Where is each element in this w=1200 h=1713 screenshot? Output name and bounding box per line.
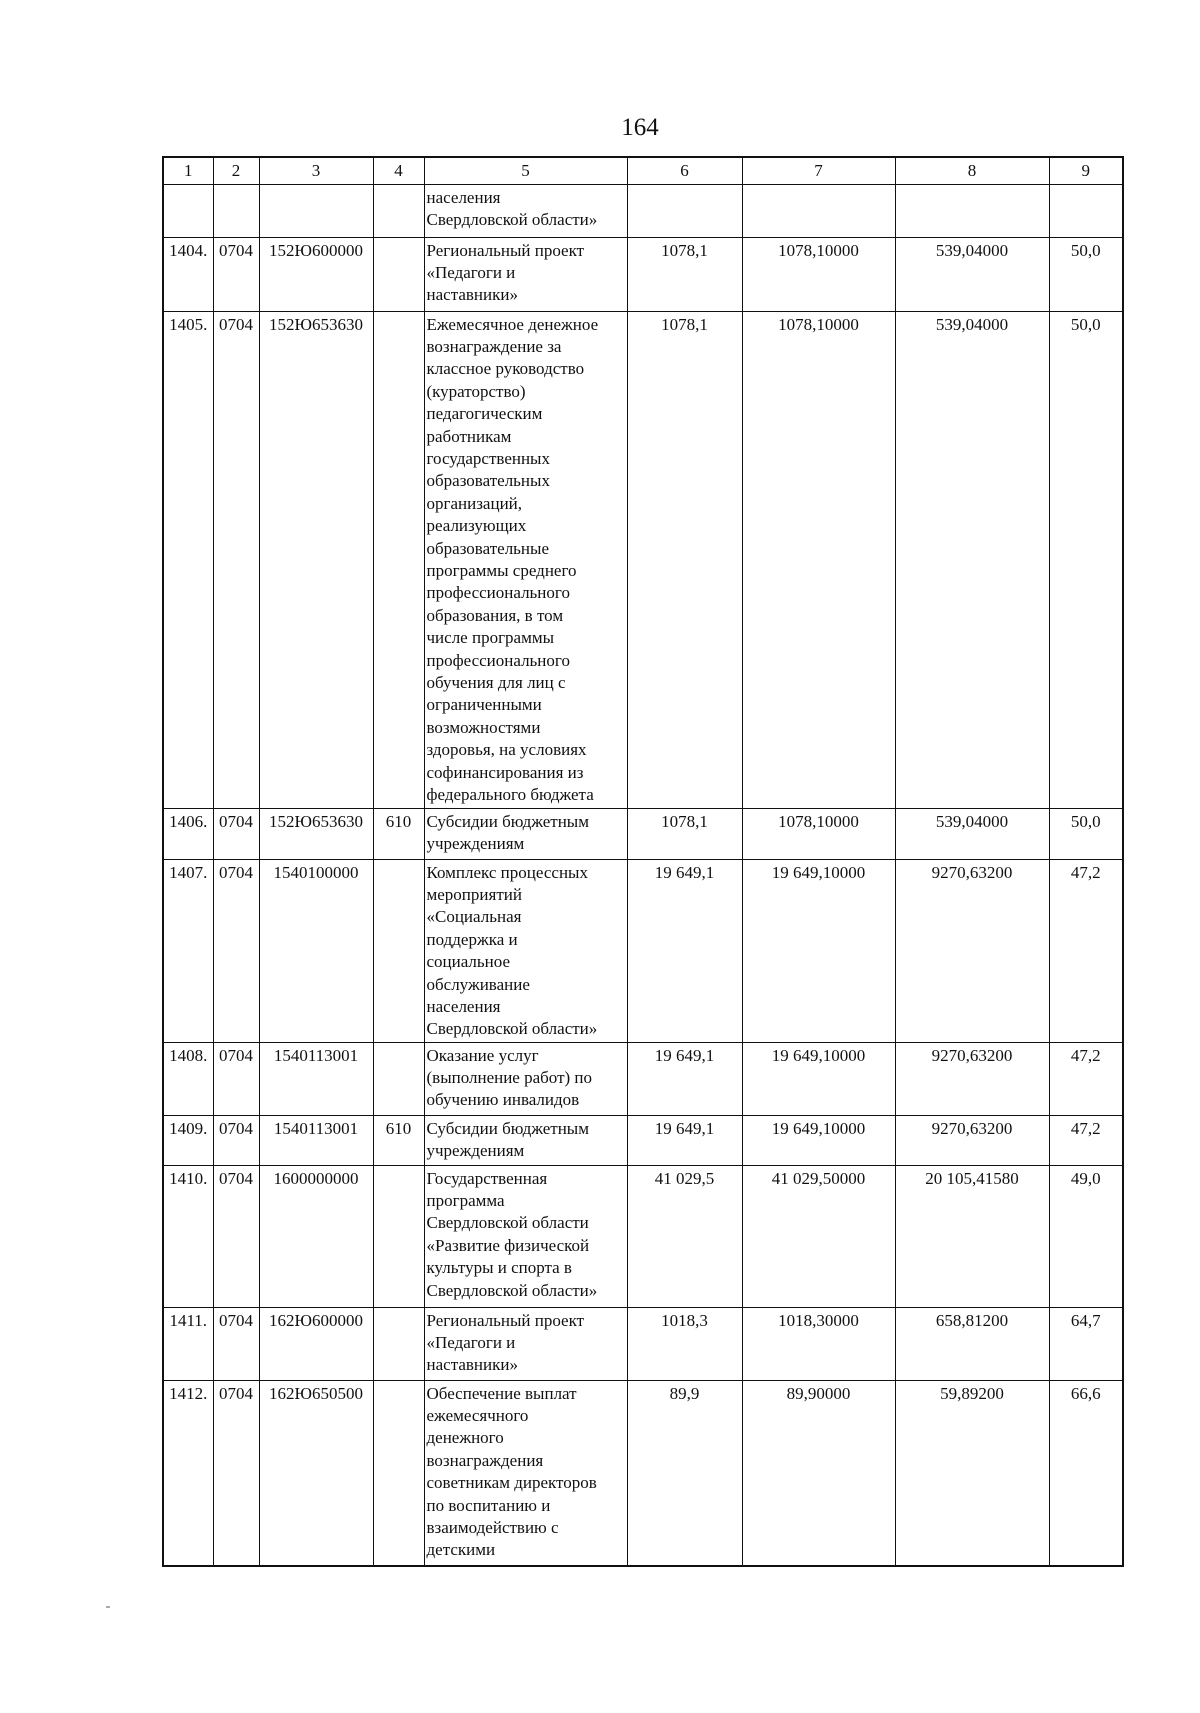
row-number-cell: 1409. xyxy=(163,1115,213,1165)
description-cell: Субсидии бюджетным учреждениям xyxy=(424,808,627,859)
target-code-cell: 152Ю600000 xyxy=(259,237,373,311)
description-cell: населения Свердловской области» xyxy=(424,184,627,237)
description-cell: Комплекс процессных мероприятий «Социальная поддержка и социальное обслуживание населения Свердловской области» xyxy=(424,859,627,1042)
section-code-cell: 0704 xyxy=(213,311,259,808)
value-7-cell: 1018,30000 xyxy=(742,1307,895,1380)
target-code-cell: 1600000000 xyxy=(259,1165,373,1307)
section-code-cell: 0704 xyxy=(213,859,259,1042)
row-number-cell xyxy=(163,184,213,237)
description-cell: Ежемесячное денежное вознаграждение за классное руководство (кураторство) педагогическим работникам государственных образовательных организаций, реализующих образовательные программы среднего профессионального образования, в том числе программы профессионального обучения для лиц с ограниченными возможностями здоровья, на условиях софинансирования из федерального бюджета xyxy=(424,311,627,808)
percent-cell: 49,0 xyxy=(1049,1165,1123,1307)
table-row xyxy=(163,1380,1123,1566)
value-7-cell xyxy=(742,184,895,237)
header-cell: 4 xyxy=(373,157,424,184)
value-6-cell: 19 649,1 xyxy=(627,1042,742,1115)
expense-type-cell xyxy=(373,311,424,808)
table-row xyxy=(163,808,1123,859)
row-number-cell: 1412. xyxy=(163,1380,213,1566)
row-number-cell: 1411. xyxy=(163,1307,213,1380)
value-8-cell: 539,04000 xyxy=(895,237,1049,311)
percent-cell: 47,2 xyxy=(1049,1042,1123,1115)
description-cell: Государственная программа Свердловской области «Развитие физической культуры и спорта в Свердловской области» xyxy=(424,1165,627,1307)
scan-speck xyxy=(106,1606,110,1608)
row-number-cell: 1405. xyxy=(163,311,213,808)
expense-type-cell: 610 xyxy=(373,1115,424,1165)
target-code-cell: 1540113001 xyxy=(259,1115,373,1165)
expense-type-cell xyxy=(373,1380,424,1566)
row-number-cell: 1410. xyxy=(163,1165,213,1307)
section-code-cell xyxy=(213,184,259,237)
value-6-cell: 1078,1 xyxy=(627,237,742,311)
value-8-cell: 9270,63200 xyxy=(895,859,1049,1042)
section-code-cell: 0704 xyxy=(213,1307,259,1380)
description-cell: Обеспечение выплат ежемесячного денежного вознаграждения советникам директоров по воспитанию и взаимодействию с детскими xyxy=(424,1380,627,1566)
value-6-cell: 19 649,1 xyxy=(627,859,742,1042)
expense-type-cell xyxy=(373,859,424,1042)
row-number-cell: 1404. xyxy=(163,237,213,311)
header-cell: 9 xyxy=(1049,157,1123,184)
expense-type-cell xyxy=(373,1042,424,1115)
value-7-cell: 19 649,10000 xyxy=(742,859,895,1042)
budget-table xyxy=(162,156,1124,1567)
value-8-cell xyxy=(895,184,1049,237)
section-code-cell: 0704 xyxy=(213,1165,259,1307)
description-cell: Оказание услуг (выполнение работ) по обучению инвалидов xyxy=(424,1042,627,1115)
expense-type-cell xyxy=(373,237,424,311)
value-6-cell: 1078,1 xyxy=(627,808,742,859)
target-code-cell xyxy=(259,184,373,237)
table-row xyxy=(163,237,1123,311)
target-code-cell: 1540113001 xyxy=(259,1042,373,1115)
percent-cell xyxy=(1049,184,1123,237)
value-8-cell: 59,89200 xyxy=(895,1380,1049,1566)
value-6-cell: 1018,3 xyxy=(627,1307,742,1380)
value-8-cell: 539,04000 xyxy=(895,311,1049,808)
percent-cell: 47,2 xyxy=(1049,859,1123,1042)
value-8-cell: 9270,63200 xyxy=(895,1042,1049,1115)
target-code-cell: 162Ю650500 xyxy=(259,1380,373,1566)
target-code-cell: 162Ю600000 xyxy=(259,1307,373,1380)
table-row xyxy=(163,859,1123,1042)
section-code-cell: 0704 xyxy=(213,1115,259,1165)
percent-cell: 64,7 xyxy=(1049,1307,1123,1380)
value-6-cell: 89,9 xyxy=(627,1380,742,1566)
target-code-cell: 1540100000 xyxy=(259,859,373,1042)
value-6-cell xyxy=(627,184,742,237)
percent-cell: 66,6 xyxy=(1049,1380,1123,1566)
row-number-cell: 1407. xyxy=(163,859,213,1042)
percent-cell: 50,0 xyxy=(1049,808,1123,859)
description-cell: Региональный проект «Педагоги и наставники» xyxy=(424,1307,627,1380)
target-code-cell: 152Ю653630 xyxy=(259,808,373,859)
header-row xyxy=(163,157,1123,184)
target-code-cell: 152Ю653630 xyxy=(259,311,373,808)
value-6-cell: 41 029,5 xyxy=(627,1165,742,1307)
section-code-cell: 0704 xyxy=(213,237,259,311)
header-cell: 2 xyxy=(213,157,259,184)
value-8-cell: 539,04000 xyxy=(895,808,1049,859)
value-6-cell: 19 649,1 xyxy=(627,1115,742,1165)
value-7-cell: 1078,10000 xyxy=(742,808,895,859)
row-number-cell: 1408. xyxy=(163,1042,213,1115)
page-number: 164 xyxy=(621,114,659,141)
expense-type-cell xyxy=(373,1165,424,1307)
expense-type-cell: 610 xyxy=(373,808,424,859)
header-cell: 8 xyxy=(895,157,1049,184)
header-cell: 1 xyxy=(163,157,213,184)
percent-cell: 50,0 xyxy=(1049,311,1123,808)
value-8-cell: 9270,63200 xyxy=(895,1115,1049,1165)
percent-cell: 47,2 xyxy=(1049,1115,1123,1165)
value-7-cell: 19 649,10000 xyxy=(742,1115,895,1165)
header-cell: 7 xyxy=(742,157,895,184)
table-row xyxy=(163,1165,1123,1307)
value-7-cell: 1078,10000 xyxy=(742,311,895,808)
table-row xyxy=(163,1307,1123,1380)
row-number-cell: 1406. xyxy=(163,808,213,859)
section-code-cell: 0704 xyxy=(213,1380,259,1566)
table-row xyxy=(163,184,1123,237)
table-row xyxy=(163,1115,1123,1165)
value-7-cell: 41 029,50000 xyxy=(742,1165,895,1307)
header-cell: 3 xyxy=(259,157,373,184)
section-code-cell: 0704 xyxy=(213,808,259,859)
expense-type-cell xyxy=(373,184,424,237)
value-7-cell: 19 649,10000 xyxy=(742,1042,895,1115)
section-code-cell: 0704 xyxy=(213,1042,259,1115)
description-cell: Субсидии бюджетным учреждениям xyxy=(424,1115,627,1165)
value-8-cell: 20 105,41580 xyxy=(895,1165,1049,1307)
value-7-cell: 89,90000 xyxy=(742,1380,895,1566)
value-8-cell: 658,81200 xyxy=(895,1307,1049,1380)
header-cell: 6 xyxy=(627,157,742,184)
description-cell: Региональный проект «Педагоги и наставники» xyxy=(424,237,627,311)
value-7-cell: 1078,10000 xyxy=(742,237,895,311)
value-6-cell: 1078,1 xyxy=(627,311,742,808)
table-row xyxy=(163,1042,1123,1115)
header-cell: 5 xyxy=(424,157,627,184)
table-row xyxy=(163,311,1123,808)
percent-cell: 50,0 xyxy=(1049,237,1123,311)
expense-type-cell xyxy=(373,1307,424,1380)
